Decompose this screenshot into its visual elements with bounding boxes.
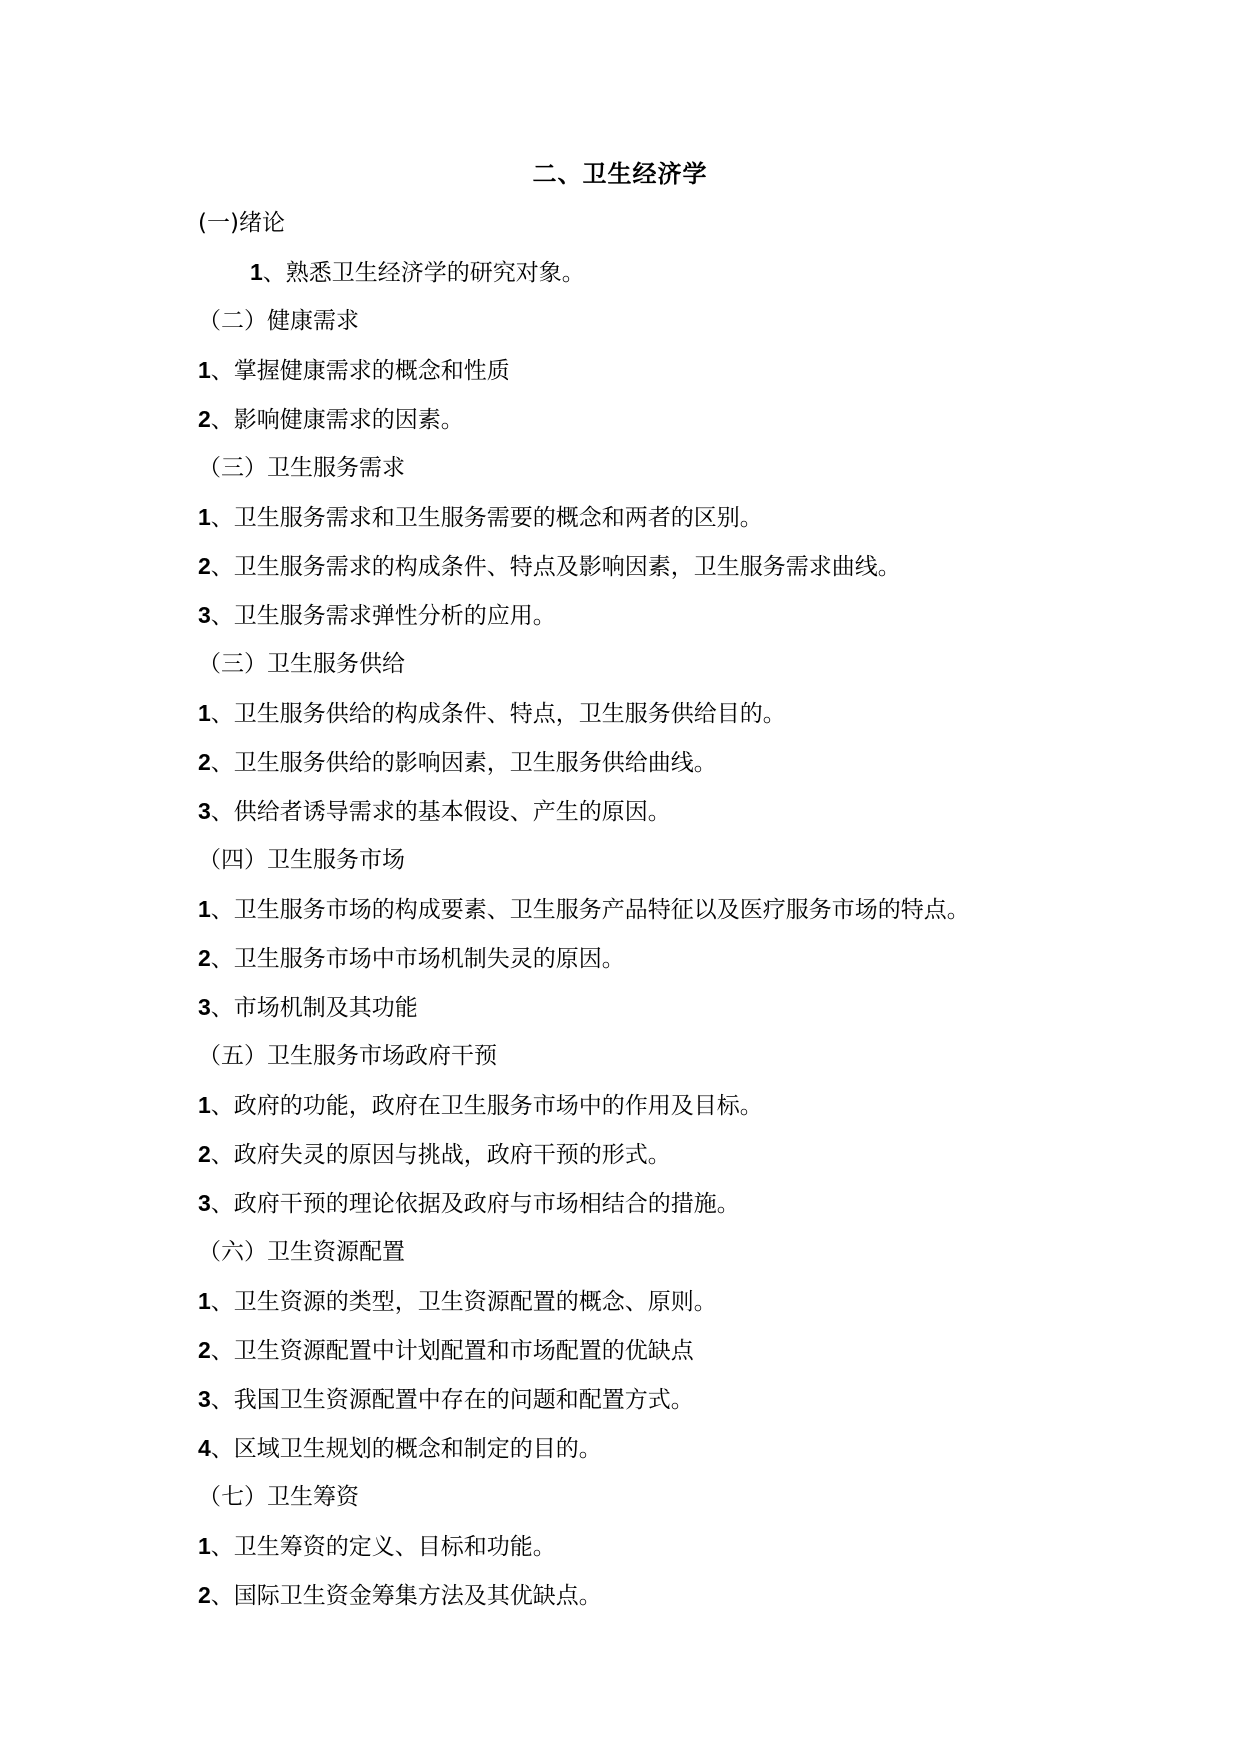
list-item xyxy=(198,941,1158,990)
item-text: 、掌握健康需求的概念和性质 xyxy=(210,358,510,384)
section-heading xyxy=(198,1480,1158,1529)
item-number: 2 xyxy=(198,1337,211,1363)
item-number: 2 xyxy=(198,749,211,775)
item-number: 3 xyxy=(198,798,211,824)
item-text: 、政府的功能，政府在卫生服务市场中的作用及目标。 xyxy=(210,1093,763,1119)
list-item xyxy=(198,1431,1158,1480)
item-text: 、政府失灵的原因与挑战，政府干预的形式。 xyxy=(210,1142,671,1168)
outline-list xyxy=(198,206,1158,1627)
item-number: 1 xyxy=(198,357,211,383)
item-text: 、卫生服务市场中市场机制失灵的原因。 xyxy=(210,946,625,972)
item-text: 、我国卫生资源配置中存在的问题和配置方式。 xyxy=(210,1387,694,1413)
item-number: 1 xyxy=(198,700,211,726)
item-text: 、卫生筹资的定义、目标和功能。 xyxy=(210,1534,556,1560)
list-item xyxy=(198,745,1158,794)
item-number: 2 xyxy=(198,553,211,579)
list-item xyxy=(198,696,1158,745)
section-heading xyxy=(198,451,1158,500)
section-text: （七）卫生筹资 xyxy=(198,1484,359,1510)
item-text: 、卫生服务需求的构成条件、特点及影响因素，卫生服务需求曲线。 xyxy=(210,554,901,580)
section-heading xyxy=(198,1235,1158,1284)
page-title: 二、卫生经济学 xyxy=(532,160,708,188)
item-number: 2 xyxy=(198,406,211,432)
section-heading xyxy=(198,206,1158,255)
list-item xyxy=(198,1382,1158,1431)
section-text: （六）卫生资源配置 xyxy=(198,1239,405,1265)
section-text: （五）卫生服务市场政府干预 xyxy=(198,1043,497,1069)
list-item xyxy=(198,1137,1158,1186)
list-item xyxy=(198,549,1158,598)
section-heading xyxy=(198,647,1158,696)
item-text: 、卫生服务市场的构成要素、卫生服务产品特征以及医疗服务市场的特点。 xyxy=(210,897,970,923)
item-text: 、熟悉卫生经济学的研究对象。 xyxy=(262,260,585,286)
list-item xyxy=(198,1284,1158,1333)
item-text: 、国际卫生资金筹集方法及其优缺点。 xyxy=(210,1583,602,1609)
list-item xyxy=(198,1578,1158,1627)
list-item xyxy=(198,598,1158,647)
item-text: 、卫生资源配置中计划配置和市场配置的优缺点 xyxy=(210,1338,694,1364)
list-item xyxy=(198,990,1158,1039)
item-text: 、卫生服务需求弹性分析的应用。 xyxy=(210,603,556,629)
item-number: 1 xyxy=(198,896,211,922)
list-item xyxy=(198,255,1158,304)
list-item xyxy=(198,1333,1158,1382)
item-text: 、卫生服务供给的构成条件、特点，卫生服务供给目的。 xyxy=(210,701,786,727)
section-text: （三）卫生服务供给 xyxy=(198,651,405,677)
item-number: 1 xyxy=(198,1092,211,1118)
item-text: 、卫生服务供给的影响因素，卫生服务供给曲线。 xyxy=(210,750,717,776)
item-text: 、影响健康需求的因素。 xyxy=(210,407,464,433)
item-text: 、市场机制及其功能 xyxy=(210,995,418,1021)
item-number: 2 xyxy=(198,1582,211,1608)
list-item xyxy=(198,1529,1158,1578)
list-item xyxy=(198,892,1158,941)
section-text: （二）健康需求 xyxy=(198,308,359,334)
list-item xyxy=(198,1088,1158,1137)
item-text: 、卫生服务需求和卫生服务需要的概念和两者的区别。 xyxy=(210,505,763,531)
list-item xyxy=(198,1186,1158,1235)
item-number: 1 xyxy=(198,504,211,530)
section-text: (一)绪论 xyxy=(198,210,285,236)
list-item xyxy=(198,402,1158,451)
item-text: 、供给者诱导需求的基本假设、产生的原因。 xyxy=(210,799,671,825)
item-number: 1 xyxy=(198,1533,211,1559)
item-number: 3 xyxy=(198,1190,211,1216)
section-heading xyxy=(198,304,1158,353)
list-item xyxy=(198,500,1158,549)
item-number: 4 xyxy=(198,1435,211,1461)
item-number: 2 xyxy=(198,945,211,971)
item-number: 3 xyxy=(198,1386,211,1412)
item-text: 、区域卫生规划的概念和制定的目的。 xyxy=(210,1436,602,1462)
section-heading xyxy=(198,1039,1158,1088)
item-text: 、政府干预的理论依据及政府与市场相结合的措施。 xyxy=(210,1191,740,1217)
section-heading xyxy=(198,843,1158,892)
list-item xyxy=(198,353,1158,402)
item-number: 1 xyxy=(198,1288,211,1314)
section-text: （三）卫生服务需求 xyxy=(198,455,405,481)
item-number: 3 xyxy=(198,602,211,628)
item-text: 、卫生资源的类型，卫生资源配置的概念、原则。 xyxy=(210,1289,717,1315)
section-text: （四）卫生服务市场 xyxy=(198,847,405,873)
list-item xyxy=(198,794,1158,843)
item-number: 2 xyxy=(198,1141,211,1167)
item-number: 1 xyxy=(250,259,263,285)
item-number: 3 xyxy=(198,994,211,1020)
